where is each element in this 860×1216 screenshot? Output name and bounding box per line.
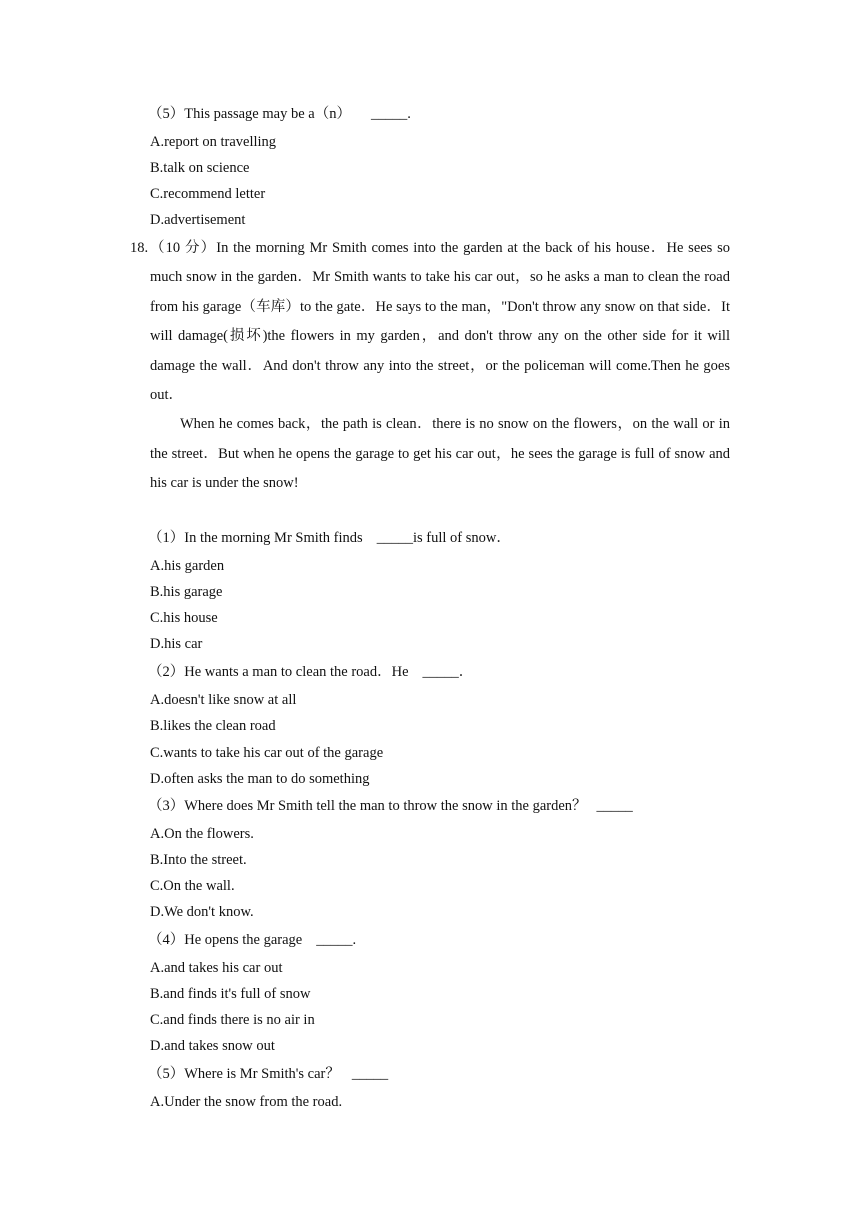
option-d: D.We don't know. [150, 904, 254, 920]
answer-blank: _____ [351, 1066, 389, 1082]
option-c: C.On the wall. [150, 878, 235, 894]
question-score: （10 分） [150, 240, 217, 256]
question-number-18: 18. [130, 240, 149, 256]
option-d: D.often asks the man to do something [150, 771, 370, 787]
question-18-4-stem [148, 930, 356, 950]
option-b: B.and finds it's full of snow [150, 986, 311, 1002]
answer-blank: _____. [370, 106, 411, 122]
paragraph-1-text: In the morning Mr Smith comes into the garden at the back of his house．He sees so much snow in the garden．Mr Smith wants to take his car out，so he asks a man to clean the road from his garage（车库）to the gate．He says to the man，"Don't throw any snow on that side．It will damage(损坏)the flowers in my garden，and don't throw any on the other side for it will damage the wall．And don't throw any into the street，or the policeman will come.Then he goes out． [150, 240, 731, 404]
question-stem-text: （5）Where is Mr Smith's car？ [148, 1066, 340, 1082]
question-stem-text: （4）He opens the garage [148, 932, 303, 948]
option-d: D.and takes snow out [150, 1038, 275, 1054]
option-a: A.report on travelling [150, 134, 277, 150]
option-c: C.recommend letter [150, 186, 266, 202]
passage-paragraph-1 [150, 234, 730, 410]
answer-blank: _____． [422, 664, 474, 680]
question-stem-text: （3）Where does Mr Smith tell the man to throw the snow in the garden？ [148, 798, 587, 814]
question-stem-text: （5）This passage may be a（n） [148, 106, 351, 122]
question-18-2-stem [148, 662, 473, 682]
question-17-5-stem [148, 104, 411, 124]
option-b: B.talk on science [150, 160, 250, 176]
option-b: B.Into the street. [150, 852, 247, 868]
option-c: C.wants to take his car out of the garage [150, 745, 384, 761]
option-a: A.On the flowers. [150, 826, 254, 842]
question-18-5-stem [148, 1064, 388, 1084]
question-18-3-stem [148, 796, 633, 816]
option-a: A.and takes his car out [150, 960, 283, 976]
option-a: A.Under the snow from the road. [150, 1094, 343, 1110]
question-stem-text: （1）In the morning Mr Smith finds [148, 530, 363, 546]
passage-paragraph-2: When he comes back，the path is clean．there is no snow on the flowers，on the wall or in the street．But when he opens the garage to get his car out，he sees the garage is full of snow and his car is under the snow! [150, 416, 730, 492]
question-18-1-stem [148, 528, 511, 548]
answer-blank: _____ [596, 798, 633, 814]
option-c: C.and finds there is no air in [150, 1012, 315, 1028]
question-stem-text: （2）He wants a man to clean the road．He [148, 664, 409, 680]
reading-passage [150, 234, 730, 499]
option-d: D.advertisement [150, 212, 246, 228]
option-a: A.doesn't like snow at all [150, 692, 297, 708]
option-d: D.his car [150, 636, 203, 652]
option-b: B.likes the clean road [150, 718, 276, 734]
answer-blank: _____is full of snow． [376, 530, 511, 546]
option-a: A.his garden [150, 558, 225, 574]
option-b: B.his garage [150, 584, 223, 600]
answer-blank: _____. [316, 932, 357, 948]
option-c: C.his house [150, 610, 218, 626]
